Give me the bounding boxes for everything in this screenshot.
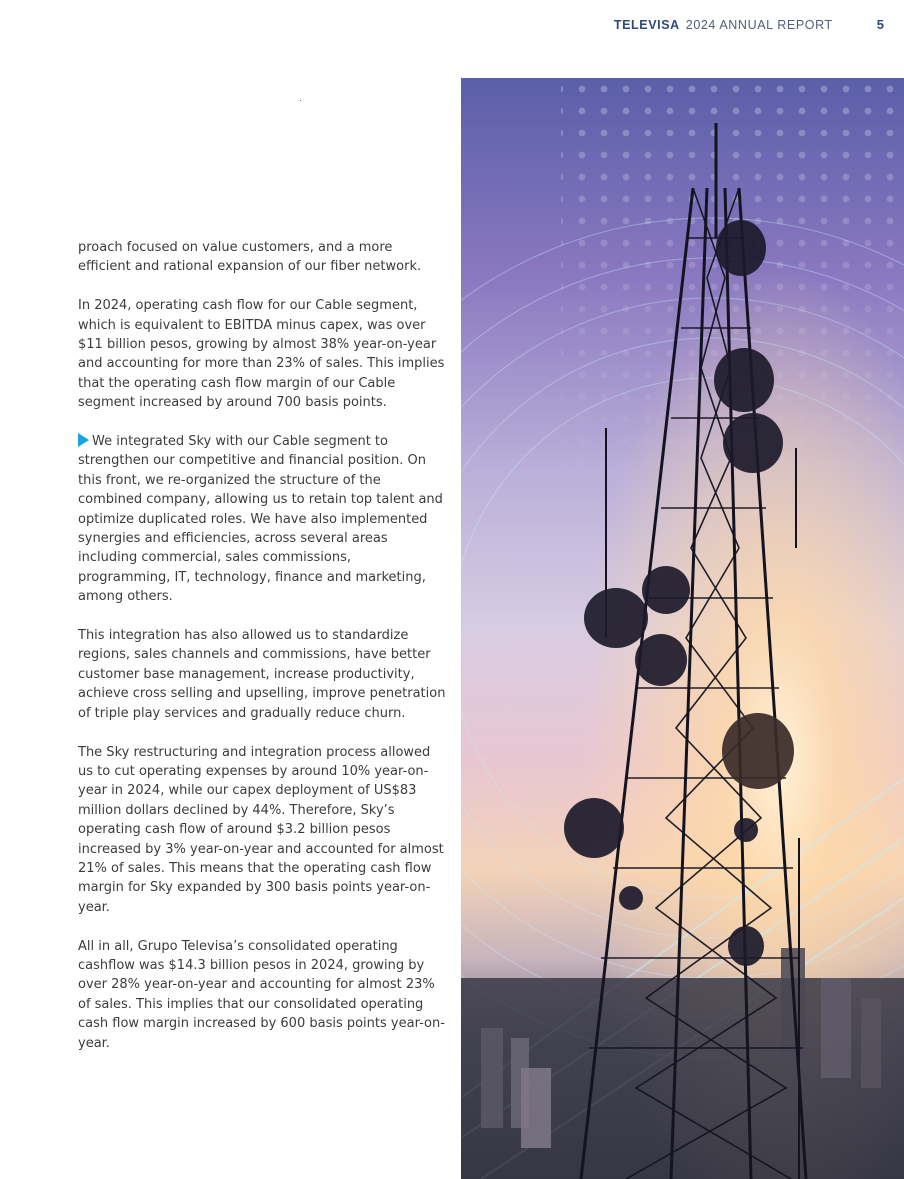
paragraph-text: We integrated Sky with our Cable segment to strengthen our competitive and financial position. On this front, we re-organized the structure of the combined company, allowing us to retain top talent and optimize duplicated roles. We have also implemented synergies and efficiencies, across several areas including commercial, sales commissions, programming, IT, technology, finance and marketing, among others. bbox=[78, 434, 443, 605]
paragraph: In 2024, operating cash flow for our Cable segment, which is equivalent to EBITDA minus capex, was over $11 billion pesos, growing by almost 38% year-on-year and accounting for more than 23% of sales. This implies that the operating cash flow margin of our Cable segment increased by around 700 basis points. bbox=[78, 298, 445, 411]
paragraph-highlighted bbox=[78, 432, 446, 607]
page-header bbox=[614, 17, 884, 32]
body-text-column bbox=[78, 238, 446, 1072]
brand-name: TELEVISA bbox=[613, 18, 680, 32]
paragraph: proach focused on value customers, and a more efficient and rational expansion of our fiber network. bbox=[78, 240, 422, 275]
telecom-tower-photo bbox=[461, 78, 904, 1179]
tower-illustration bbox=[461, 78, 904, 1179]
paragraph: The Sky restructuring and integration process allowed us to cut operating expenses by around 10% year-on-year in 2024, while our capex deployment of US$83 million dollars declined by 44%. Therefore, Sky’s operating cash flow of around $3.2 billion pesos increased by 3% year-on-year and accounted for almost 21% of sales. This means that the operating cash flow margin for Sky expanded by 300 basis points year-on-year. bbox=[78, 744, 444, 915]
triangle-marker-icon bbox=[78, 433, 89, 447]
paragraph: All in all, Grupo Televisa’s consolidated operating cashflow was $14.3 billion pesos in 2024, growing by over 28% year-on-year and accounting for almost 23% of sales. This implies that our consolidated operating cash flow margin increased by 600 basis points year-on-year. bbox=[78, 938, 445, 1051]
page-number: 5 bbox=[876, 17, 884, 32]
stray-dot bbox=[300, 100, 301, 101]
paragraph: This integration has also allowed us to standardize regions, sales channels and commissions, have better customer base management, increase productivity, achieve cross selling and upselling, improve penetration of triple play services and gradually reduce churn. bbox=[78, 628, 446, 721]
report-title: 2024 ANNUAL REPORT bbox=[685, 18, 833, 32]
